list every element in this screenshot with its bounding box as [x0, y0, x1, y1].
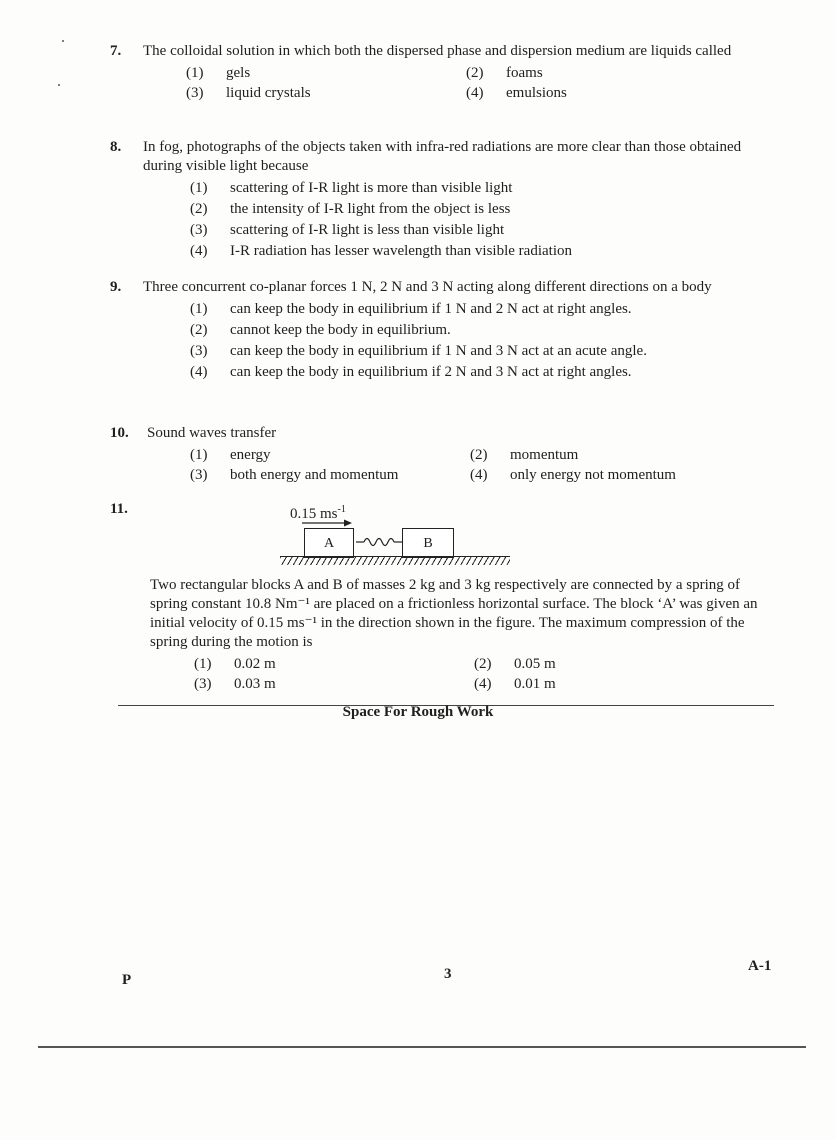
option-4: (4) emulsions [466, 85, 567, 101]
question-9 [110, 278, 770, 383]
option-2: (2) 0.05 m [474, 656, 556, 672]
scan-speck [62, 40, 64, 42]
question-number: 11. [110, 501, 128, 517]
question-number: 10. [110, 425, 129, 441]
option-1: (1) scattering of I-R light is more than visible light [190, 180, 513, 196]
question-text: Two rectangular blocks A and B of masses 2 kg and 3 kg respectively are connected by a spring of spring constant 10.8 Nm⁻¹ are placed on a frictionless horizontal surface. The block ‘A’ was given an initial velocity of 0.15 ms⁻¹ in the direction shown in the figure. The maximum compression of the spring during the motion is [150, 577, 758, 650]
rough-work-heading: Space For Rough Work [342, 704, 494, 720]
option-3: (3) 0.03 m [194, 676, 276, 692]
option-2: (2) momentum [470, 447, 579, 463]
question-7 [110, 42, 770, 103]
question-text: Three concurrent co-planar forces 1 N, 2 N and 3 N acting along different directions on a body [143, 279, 712, 295]
block-a: A [304, 528, 354, 558]
question-number: 7. [110, 43, 122, 59]
options [190, 445, 770, 485]
block-b: B [402, 528, 454, 558]
frictionless-surface [280, 556, 510, 565]
question-10 [110, 424, 770, 485]
question-text: Sound waves transfer [147, 425, 277, 441]
question-number: 9. [110, 279, 122, 295]
option-2: (2) cannot keep the body in equilibrium. [190, 322, 451, 338]
options [186, 63, 770, 103]
footer-left: P [122, 972, 132, 988]
options [194, 654, 770, 694]
option-1: (1) can keep the body in equilibrium if 1 N and 2 N act at right angles. [190, 301, 632, 317]
page-number: 3 [444, 966, 452, 982]
option-4: (4) can keep the body in equilibrium if 2 N and 3 N act at right angles. [190, 364, 632, 380]
option-4: (4) I-R radiation has lesser wavelength than visible radiation [190, 243, 572, 259]
option-4: (4) 0.01 m [474, 676, 556, 692]
spring-blocks-figure [280, 500, 520, 570]
option-3: (3) scattering of I-R light is less than visible light [190, 222, 505, 238]
option-3: (3) liquid crystals [186, 85, 311, 101]
option-2: (2) foams [466, 65, 543, 81]
question-text: The colloidal solution in which both the dispersed phase and dispersion medium are liquids called [143, 43, 732, 59]
spring-icon [356, 530, 402, 554]
velocity-arrow-icon [302, 518, 352, 528]
option-1: (1) energy [190, 447, 271, 463]
velocity-label: 0.15 $ms^{-1}$ [290, 504, 346, 522]
question-number: 8. [110, 139, 122, 155]
question-11 [110, 500, 770, 694]
scan-edge-line [38, 1046, 806, 1048]
option-3: (3) can keep the body in equilibrium if 1 N and 3 N act at an acute angle. [190, 343, 647, 359]
option-1: (1) gels [186, 65, 251, 81]
option-4: (4) only energy not momentum [470, 467, 676, 483]
question-text: In fog, photographs of the objects taken with infra-red radiations are more clear than those obtained during visible light because [143, 139, 742, 174]
options [190, 299, 770, 383]
option-1: (1) 0.02 m [194, 656, 276, 672]
option-3: (3) both energy and momentum [190, 467, 399, 483]
footer-right: A-1 [748, 958, 772, 974]
options [190, 178, 770, 262]
question-8 [110, 138, 770, 262]
scan-speck [58, 84, 60, 86]
option-2: (2) the intensity of I-R light from the object is less [190, 201, 511, 217]
